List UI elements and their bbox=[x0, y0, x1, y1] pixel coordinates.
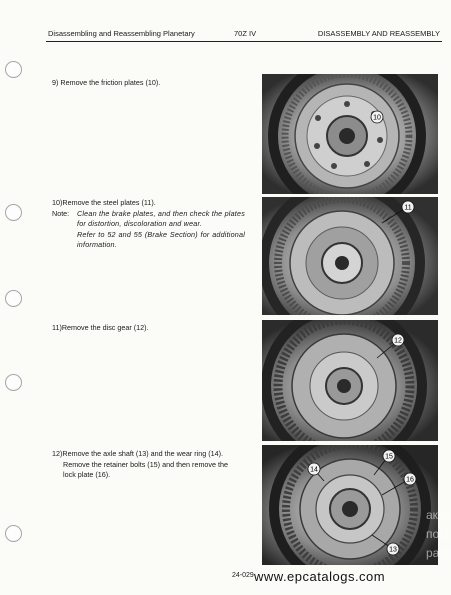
callout-label: 12 bbox=[394, 337, 402, 345]
step-12 bbox=[52, 449, 252, 481]
step-11-text: 11)Remove the disc gear (12). bbox=[52, 323, 149, 332]
note-line: Refer to 52 and 55 (Brake Section) for additional information. bbox=[77, 229, 245, 249]
callout-label: 13 bbox=[389, 546, 397, 554]
page-header bbox=[48, 29, 440, 41]
punch-hole bbox=[5, 290, 22, 307]
note-line: Clean the brake plates, and then check the plates for distortion, discoloration and wear. bbox=[77, 208, 245, 228]
punch-hole bbox=[5, 61, 22, 78]
step-11 bbox=[52, 323, 149, 334]
header-chapter: DISASSEMBLY AND REASSEMBLY bbox=[317, 29, 440, 38]
step-9-text: 9) Remove the friction plates (10). bbox=[52, 78, 161, 87]
note-body bbox=[77, 209, 245, 251]
overlay-text: разд bbox=[426, 546, 451, 560]
step-12-continuation bbox=[52, 460, 252, 481]
overlay-text: побі bbox=[426, 527, 449, 541]
callout-label: 16 bbox=[406, 476, 414, 484]
callout-label: 11 bbox=[404, 204, 412, 212]
punch-hole bbox=[5, 204, 22, 221]
step-12-line: Remove the retainer bolts (15) and then remove the bbox=[63, 459, 229, 469]
step-12-line: lock plate (16). bbox=[63, 470, 111, 479]
step-12-text: 12)Remove the axle shaft (13) and the wear ring (14). bbox=[52, 449, 223, 458]
photo-axle-shaft bbox=[262, 445, 438, 565]
step-9 bbox=[52, 78, 160, 89]
overlay-text: акти bbox=[426, 508, 451, 522]
step-10 bbox=[52, 198, 248, 251]
callout-label: 15 bbox=[385, 453, 393, 461]
header-rule bbox=[46, 41, 442, 42]
photo-disc-gear bbox=[262, 320, 438, 441]
callout-label: 10 bbox=[373, 114, 381, 122]
watermark-link[interactable]: www.epcatalogs.com bbox=[254, 569, 386, 584]
header-model: 70Z IV bbox=[234, 29, 257, 38]
callout-label: 14 bbox=[310, 466, 318, 474]
page-number: 24-029 bbox=[232, 572, 254, 579]
photo-steel-plates bbox=[262, 197, 438, 315]
header-section-title: Disassembling and Reassembling Planetary bbox=[48, 29, 195, 38]
note-label: Note: bbox=[52, 208, 70, 218]
photo-friction-plates bbox=[262, 74, 438, 194]
step-10-note bbox=[52, 209, 248, 251]
step-10-text: 10)Remove the steel plates (11). bbox=[52, 198, 156, 207]
punch-hole bbox=[5, 525, 22, 542]
punch-hole bbox=[5, 374, 22, 391]
